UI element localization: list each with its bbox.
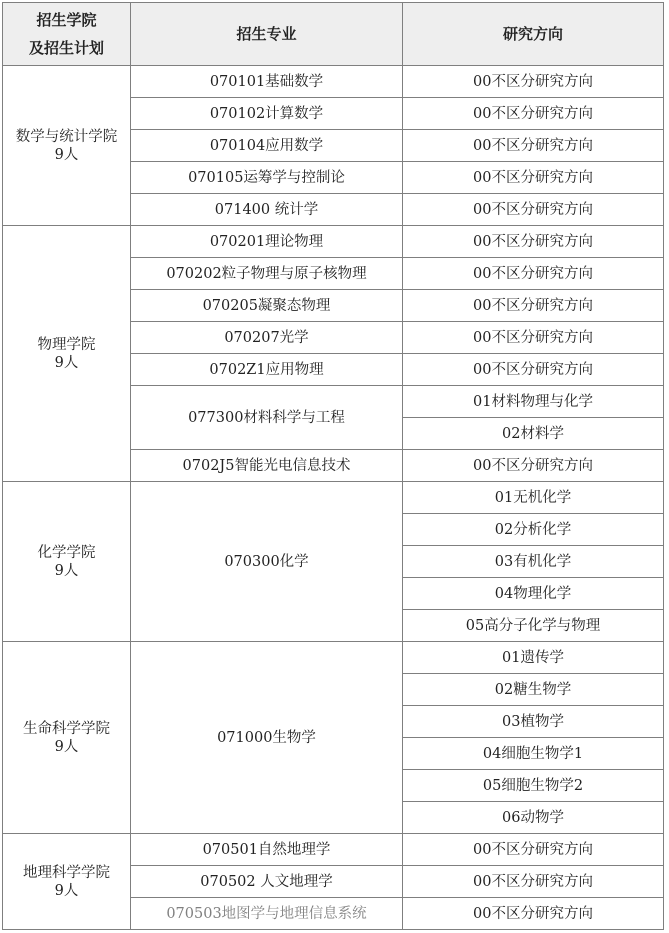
direction-cell: 00不区分研究方向 xyxy=(403,450,664,482)
college-name: 数学与统计学院 xyxy=(15,128,118,145)
major-cell: 077300材料科学与工程 xyxy=(131,386,403,450)
major-cell: 070503地图学与地理信息系统 xyxy=(131,898,403,930)
direction-cell: 03植物学 xyxy=(403,706,664,738)
direction-cell: 02分析化学 xyxy=(403,514,664,546)
direction-cell: 00不区分研究方向 xyxy=(403,162,664,194)
header-college-line1: 招生学院 xyxy=(36,11,97,29)
header-college-plan xyxy=(3,3,131,66)
direction-cell: 03有机化学 xyxy=(403,546,664,578)
direction-cell: 00不区分研究方向 xyxy=(403,290,664,322)
major-cell: 070300化学 xyxy=(131,482,403,642)
direction-cell: 01无机化学 xyxy=(403,482,664,514)
direction-cell: 00不区分研究方向 xyxy=(403,834,664,866)
direction-cell: 01遗传学 xyxy=(403,642,664,674)
major-cell: 071000生物学 xyxy=(131,642,403,834)
direction-cell: 05细胞生物学2 xyxy=(403,770,664,802)
major-cell: 070101基础数学 xyxy=(131,66,403,98)
major-cell: 070105运筹学与控制论 xyxy=(131,162,403,194)
college-name: 化学学院 xyxy=(37,544,96,561)
direction-cell: 00不区分研究方向 xyxy=(403,194,664,226)
college-quota: 9人 xyxy=(54,146,79,163)
header-college-line2: 及招生计划 xyxy=(28,39,104,57)
direction-cell: 00不区分研究方向 xyxy=(403,258,664,290)
college-cell xyxy=(3,642,131,834)
college-quota: 9人 xyxy=(54,738,79,755)
college-cell xyxy=(3,226,131,482)
college-name: 物理学院 xyxy=(37,336,96,353)
table-row xyxy=(3,66,664,98)
direction-cell: 04细胞生物学1 xyxy=(403,738,664,770)
table-row xyxy=(3,834,664,866)
direction-cell: 06动物学 xyxy=(403,802,664,834)
college-quota: 9人 xyxy=(54,354,79,371)
major-cell: 071400 统计学 xyxy=(131,194,403,226)
direction-cell: 00不区分研究方向 xyxy=(403,130,664,162)
table-row xyxy=(3,642,664,674)
header-row xyxy=(3,3,664,66)
major-cell: 070202粒子物理与原子核物理 xyxy=(131,258,403,290)
major-cell: 070502 人文地理学 xyxy=(131,866,403,898)
table-body xyxy=(3,66,664,930)
major-cell: 0702J5智能光电信息技术 xyxy=(131,450,403,482)
direction-cell: 00不区分研究方向 xyxy=(403,354,664,386)
table-row xyxy=(3,482,664,514)
major-cell: 070102计算数学 xyxy=(131,98,403,130)
header-major: 招生专业 xyxy=(131,3,403,66)
direction-cell: 02糖生物学 xyxy=(403,674,664,706)
college-cell xyxy=(3,482,131,642)
major-cell: 070205凝聚态物理 xyxy=(131,290,403,322)
major-cell: 0702Z1应用物理 xyxy=(131,354,403,386)
major-cell: 070201理论物理 xyxy=(131,226,403,258)
college-name: 生命科学学院 xyxy=(23,720,110,737)
college-name: 地理科学学院 xyxy=(23,864,110,881)
header-direction: 研究方向 xyxy=(403,3,664,66)
direction-cell: 02材料学 xyxy=(403,418,664,450)
college-cell xyxy=(3,66,131,226)
direction-cell: 00不区分研究方向 xyxy=(403,226,664,258)
direction-cell: 01材料物理与化学 xyxy=(403,386,664,418)
direction-cell: 00不区分研究方向 xyxy=(403,66,664,98)
direction-cell: 00不区分研究方向 xyxy=(403,898,664,930)
direction-cell: 04物理化学 xyxy=(403,578,664,610)
college-quota: 9人 xyxy=(54,562,79,579)
direction-cell: 00不区分研究方向 xyxy=(403,98,664,130)
table-row xyxy=(3,226,664,258)
major-cell: 070501自然地理学 xyxy=(131,834,403,866)
major-cell: 070104应用数学 xyxy=(131,130,403,162)
college-cell xyxy=(3,834,131,930)
direction-cell: 05高分子化学与物理 xyxy=(403,610,664,642)
admission-plan-table xyxy=(2,2,664,930)
direction-cell: 00不区分研究方向 xyxy=(403,866,664,898)
college-quota: 9人 xyxy=(54,882,79,899)
direction-cell: 00不区分研究方向 xyxy=(403,322,664,354)
major-cell: 070207光学 xyxy=(131,322,403,354)
